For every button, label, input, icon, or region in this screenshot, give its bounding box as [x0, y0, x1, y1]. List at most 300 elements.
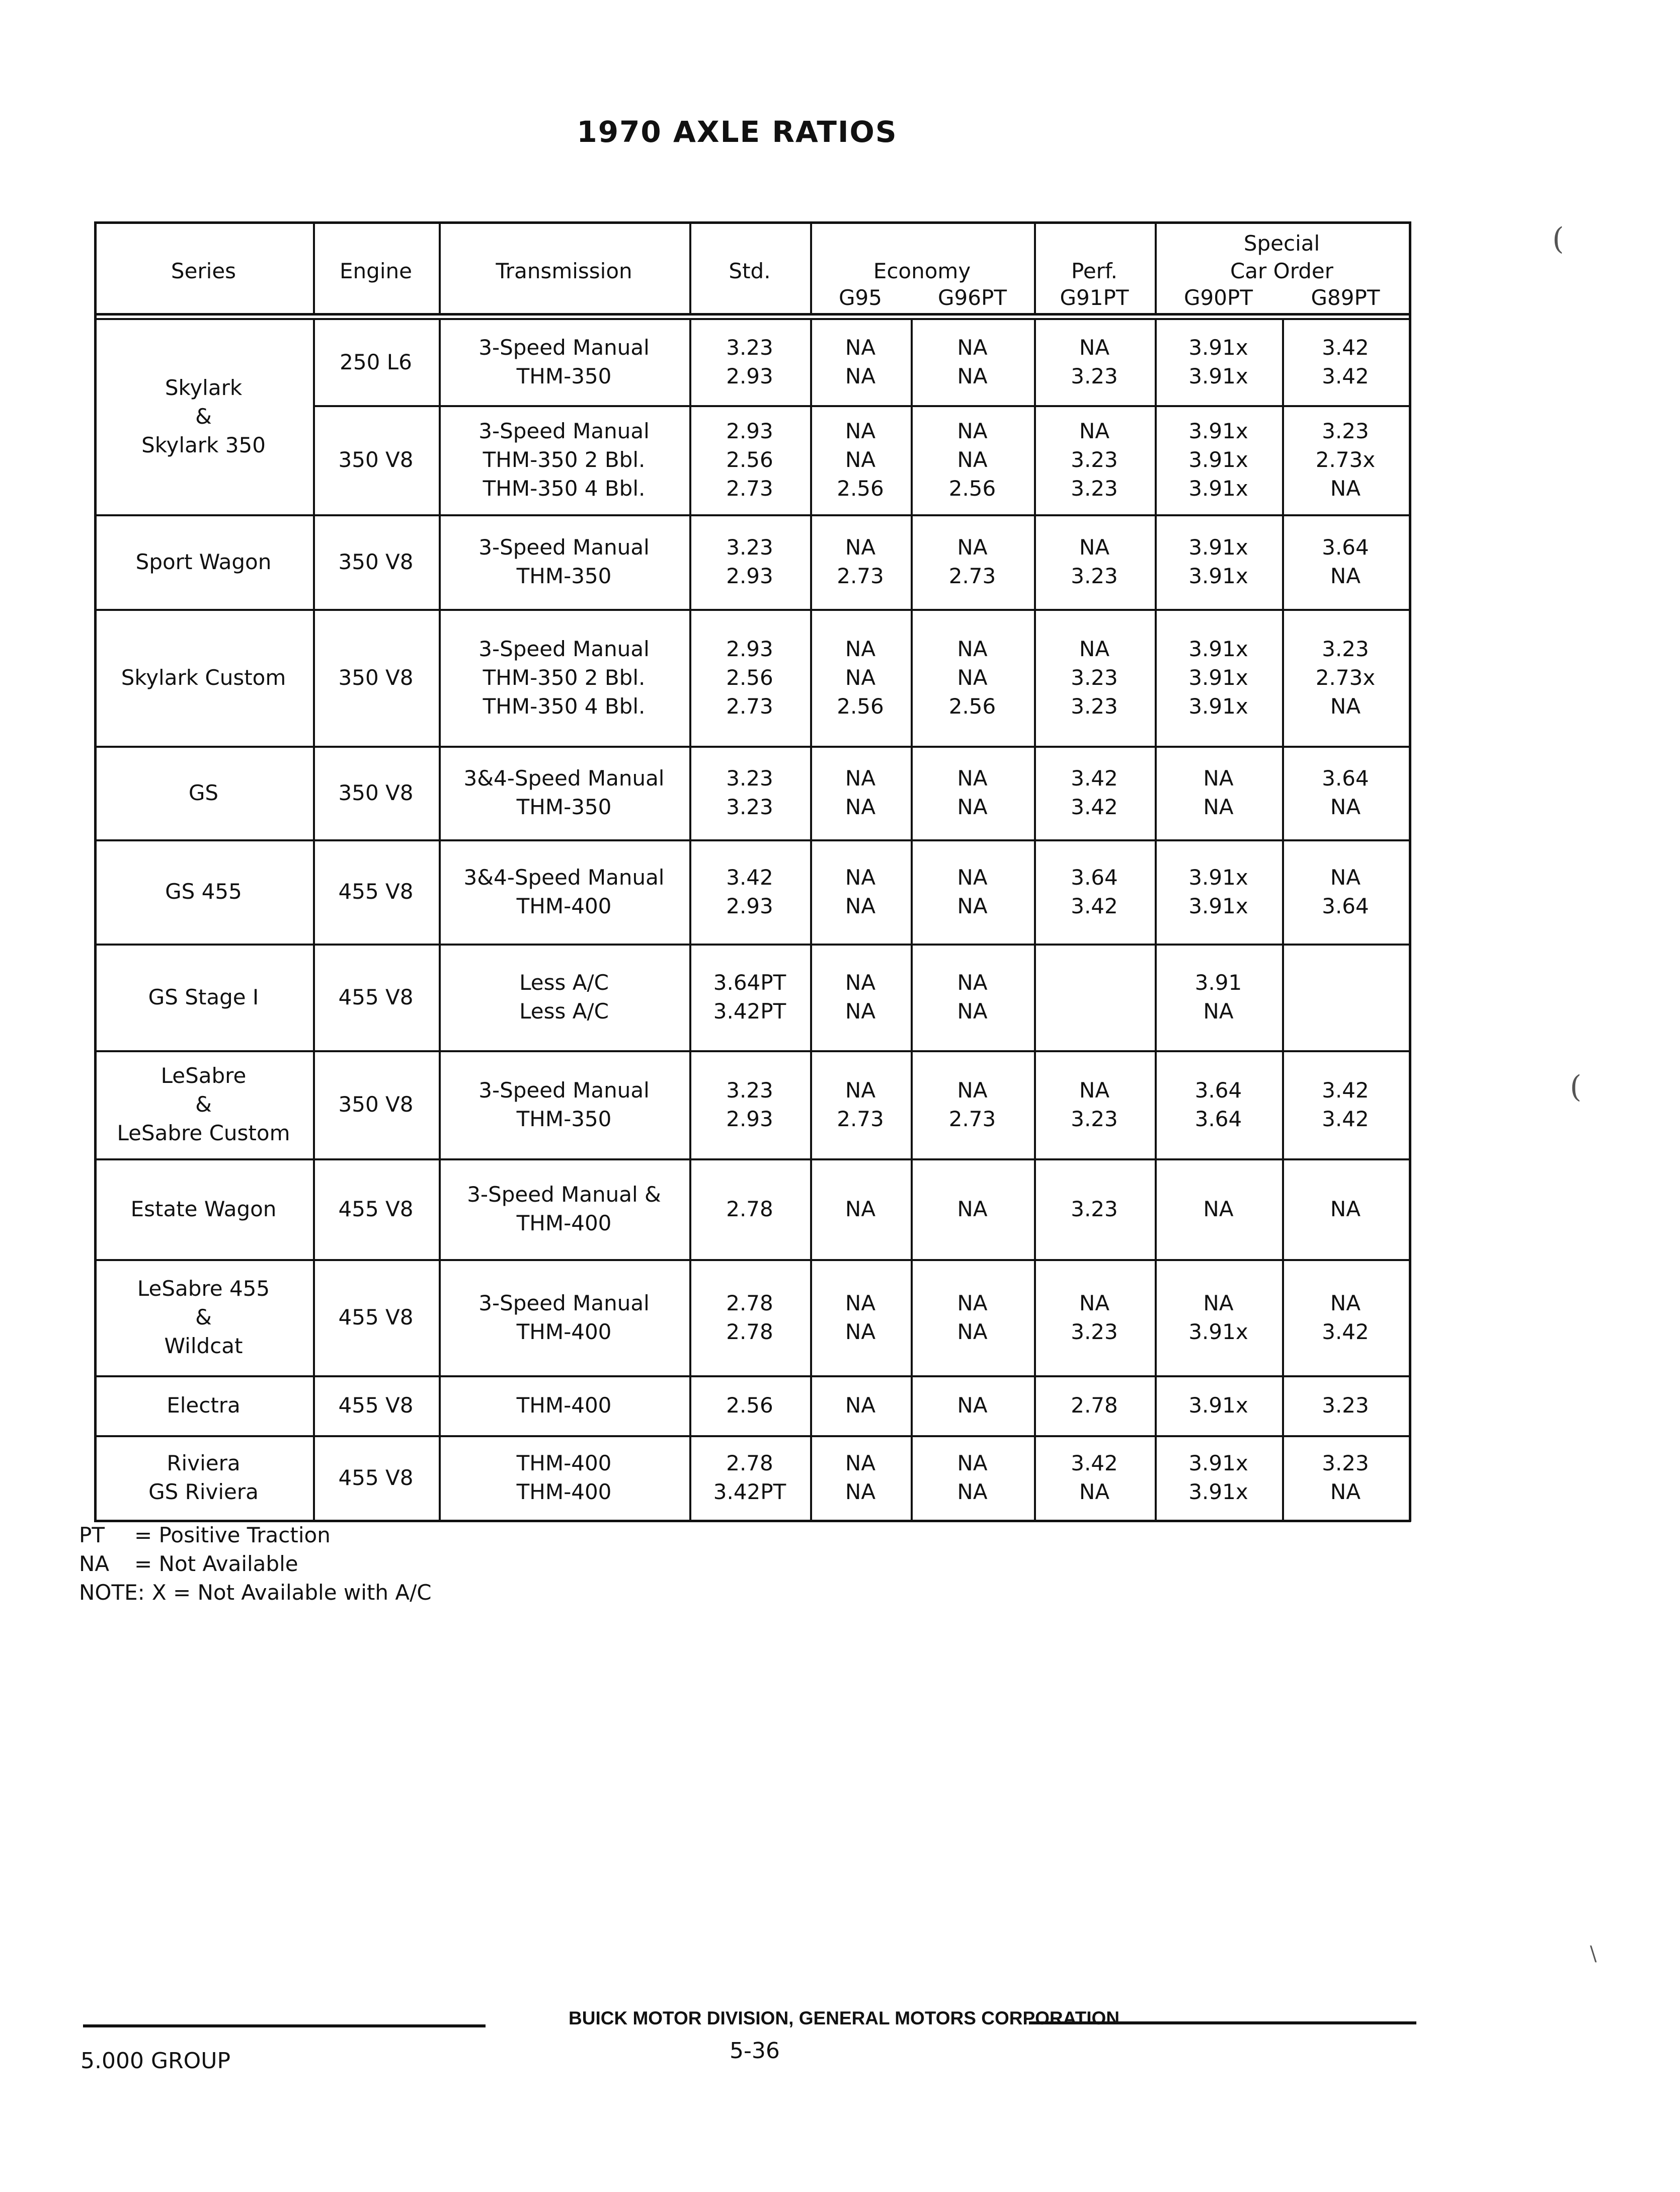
- g96pt-cell-line: NA: [957, 1290, 988, 1315]
- g91pt-cell: [1034, 944, 1155, 1050]
- transmission-cell-line: Less A/C: [519, 970, 609, 995]
- g95-cell: [810, 944, 911, 1050]
- g91pt-cell-line: 3.64: [1071, 865, 1118, 890]
- series-cell: [94, 1050, 313, 1158]
- std-cell-line: 3.42PT: [713, 999, 786, 1024]
- series-cell-line: &: [195, 1305, 212, 1329]
- series-cell: [94, 514, 313, 609]
- transmission-cell-line: 3-Speed Manual: [478, 636, 650, 661]
- g95-cell-line: NA: [845, 447, 876, 472]
- g90pt-cell: [1155, 1435, 1282, 1520]
- g90pt-cell-line: NA: [1203, 999, 1234, 1024]
- g96pt-cell-line: NA: [957, 419, 988, 443]
- g96pt-cell: [911, 319, 1034, 405]
- std-cell: [689, 1050, 810, 1158]
- g96pt-cell: [911, 1158, 1034, 1259]
- g91pt-cell-line: 3.23: [1071, 476, 1118, 501]
- g90pt-cell-line: 3.91x: [1188, 564, 1248, 588]
- table-border-top: [94, 221, 1409, 224]
- g91pt-cell-line: 3.23: [1071, 1319, 1118, 1344]
- g90pt-cell-line: NA: [1203, 1196, 1234, 1221]
- engine-cell-line: 350 V8: [338, 549, 414, 574]
- g91pt-cell: [1034, 1259, 1155, 1375]
- g89pt-cell: [1282, 1259, 1409, 1375]
- g90pt-cell-line: 3.91x: [1188, 447, 1248, 472]
- transmission-cell-line: 3&4-Speed Manual: [463, 865, 665, 890]
- series-cell: [94, 1259, 313, 1375]
- g95-cell: [810, 405, 911, 514]
- transmission-cell-line: 3-Speed Manual &: [467, 1182, 661, 1207]
- g96pt-cell-line: NA: [957, 665, 988, 690]
- g96pt-cell-line: NA: [957, 364, 988, 388]
- g96pt-cell-line: NA: [957, 1077, 988, 1103]
- g95-cell: [810, 839, 911, 944]
- g89pt-cell-line: NA: [1330, 693, 1361, 719]
- header-perf: Perf.: [1071, 259, 1118, 283]
- header-g91pt: G91PT: [1060, 285, 1129, 310]
- g91pt-cell: [1034, 405, 1155, 514]
- g90pt-cell-line: NA: [1203, 795, 1234, 819]
- transmission-cell: [439, 839, 689, 944]
- g89pt-cell: [1282, 1435, 1409, 1520]
- series-cell: [94, 319, 313, 514]
- std-cell: [689, 1375, 810, 1435]
- engine-cell: [313, 1375, 439, 1435]
- g89pt-cell-line: 3.23: [1322, 419, 1369, 443]
- g89pt-cell-line: NA: [1330, 1479, 1361, 1504]
- transmission-cell: [439, 944, 689, 1050]
- std-cell-line: 2.78: [726, 1451, 773, 1475]
- g96pt-cell: [911, 1050, 1034, 1158]
- g89pt-cell: [1282, 1375, 1409, 1435]
- g91pt-cell-line: 3.42: [1071, 1451, 1118, 1475]
- header-series: Series: [171, 259, 236, 283]
- g90pt-cell-line: 3.91x: [1188, 893, 1248, 918]
- g91pt-cell-line: 3.42: [1071, 795, 1118, 819]
- g95-cell-line: NA: [845, 665, 876, 690]
- margin-mark: (: [1552, 221, 1564, 257]
- engine-cell-line: 455 V8: [338, 1465, 414, 1490]
- g96pt-cell: [911, 405, 1034, 514]
- g89pt-cell-line: 3.64: [1322, 535, 1369, 560]
- margin-mark: \: [1590, 1942, 1597, 1966]
- g89pt-cell-line: NA: [1330, 564, 1361, 588]
- legend-item: [79, 1578, 432, 1607]
- engine-cell-line: 455 V8: [338, 1393, 414, 1418]
- g90pt-cell-line: 3.64: [1194, 1106, 1242, 1131]
- g90pt-cell-line: 3.91x: [1188, 1393, 1248, 1418]
- series-cell-line: Riviera: [167, 1451, 241, 1475]
- g95-cell-line: NA: [845, 1196, 876, 1221]
- engine-cell-line: 250 L6: [340, 349, 412, 374]
- transmission-cell-line: THM-350 4 Bbl.: [483, 476, 646, 501]
- g96pt-cell-line: NA: [957, 1393, 988, 1418]
- g89pt-cell: [1282, 319, 1409, 405]
- legend-item: [79, 1521, 432, 1549]
- g96pt-cell-line: NA: [957, 970, 988, 995]
- series-cell-line: Skylark 350: [141, 433, 266, 457]
- series-cell-line: Skylark Custom: [121, 665, 286, 690]
- transmission-cell-line: THM-400: [516, 1451, 612, 1475]
- g96pt-cell-line: NA: [957, 893, 988, 918]
- g90pt-cell-line: 3.91x: [1188, 665, 1248, 690]
- g95-cell: [810, 1050, 911, 1158]
- header-car-order: Car Order: [1230, 259, 1334, 283]
- std-cell-line: 3.23: [726, 795, 773, 819]
- g91pt-cell: [1034, 609, 1155, 746]
- g96pt-cell-line: NA: [957, 1319, 988, 1344]
- g91pt-cell-line: 3.23: [1071, 693, 1118, 719]
- g91pt-cell-line: NA: [1079, 535, 1110, 560]
- g89pt-cell-line: 3.23: [1322, 1451, 1369, 1475]
- g96pt-cell-line: NA: [957, 1451, 988, 1475]
- std-cell: [689, 746, 810, 839]
- g91pt-cell-line: 3.23: [1071, 1106, 1118, 1131]
- g89pt-cell-line: 3.64: [1322, 893, 1369, 918]
- legend-text: = Positive Traction: [134, 1523, 331, 1547]
- g90pt-cell: [1155, 405, 1282, 514]
- g89pt-cell: [1282, 405, 1409, 514]
- g96pt-cell: [911, 1259, 1034, 1375]
- std-cell: [689, 319, 810, 405]
- g89pt-cell: [1282, 1158, 1409, 1259]
- series-cell-line: Wildcat: [164, 1334, 243, 1358]
- g91pt-cell-line: NA: [1079, 1077, 1110, 1103]
- g95-cell-line: NA: [845, 893, 876, 918]
- g95-cell-line: NA: [845, 364, 876, 388]
- g96pt-cell: [911, 839, 1034, 944]
- g91pt-cell-line: 3.23: [1071, 364, 1118, 388]
- g96pt-cell-line: NA: [957, 766, 988, 791]
- g91pt-cell-line: NA: [1079, 1290, 1110, 1315]
- g91pt-cell-line: 3.42: [1071, 893, 1118, 918]
- engine-cell: [313, 609, 439, 746]
- engine-cell-line: 455 V8: [338, 1196, 414, 1221]
- series-cell: [94, 1375, 313, 1435]
- g95-cell-line: 2.73: [837, 1106, 884, 1131]
- std-cell-line: 2.73: [726, 693, 773, 719]
- std-cell-line: 2.93: [726, 564, 773, 588]
- g90pt-cell: [1155, 1375, 1282, 1435]
- transmission-cell-line: THM-400: [516, 893, 612, 918]
- transmission-cell: [439, 1158, 689, 1259]
- g96pt-cell-line: 2.73: [948, 1106, 996, 1131]
- std-cell-line: 2.93: [726, 419, 773, 443]
- g91pt-cell: [1034, 839, 1155, 944]
- legend-key: NA: [79, 1551, 110, 1576]
- g95-cell-line: NA: [845, 535, 876, 560]
- std-cell: [689, 514, 810, 609]
- g95-cell: [810, 1259, 911, 1375]
- std-cell-line: 2.56: [726, 665, 773, 690]
- legend: [79, 1521, 432, 1607]
- std-cell-line: 2.93: [726, 364, 773, 388]
- g96pt-cell-line: 2.56: [948, 476, 996, 501]
- footer-page-number: 5-36: [730, 2038, 780, 2064]
- g91pt-cell: [1034, 1375, 1155, 1435]
- g96pt-cell-line: 2.73: [948, 564, 996, 588]
- g96pt-cell: [911, 746, 1034, 839]
- std-cell-line: 2.73: [726, 476, 773, 501]
- g90pt-cell: [1155, 839, 1282, 944]
- g95-cell-line: NA: [845, 1451, 876, 1475]
- engine-cell-line: 455 V8: [338, 879, 414, 904]
- transmission-cell-line: 3-Speed Manual: [478, 419, 650, 443]
- g89pt-cell: [1282, 839, 1409, 944]
- std-cell: [689, 609, 810, 746]
- series-cell-line: LeSabre Custom: [117, 1121, 290, 1145]
- g90pt-cell: [1155, 944, 1282, 1050]
- g90pt-cell-line: 3.64: [1194, 1077, 1242, 1103]
- g95-cell-line: 2.56: [837, 693, 884, 719]
- g90pt-cell-line: 3.91x: [1188, 335, 1248, 360]
- g91pt-cell: [1034, 1435, 1155, 1520]
- engine-cell: [313, 1158, 439, 1259]
- transmission-cell-line: THM-350: [516, 564, 612, 588]
- engine-cell: [313, 405, 439, 514]
- transmission-cell-line: 3-Speed Manual: [478, 1077, 650, 1103]
- g91pt-cell-line: 3.23: [1071, 665, 1118, 690]
- g91pt-cell: [1034, 319, 1155, 405]
- header-g95: G95: [839, 285, 882, 310]
- transmission-cell-line: 3-Speed Manual: [478, 335, 650, 360]
- g90pt-cell-line: 3.91: [1194, 970, 1242, 995]
- engine-cell: [313, 1435, 439, 1520]
- g90pt-cell-line: 3.91x: [1188, 535, 1248, 560]
- std-cell: [689, 944, 810, 1050]
- transmission-cell: [439, 514, 689, 609]
- std-cell: [689, 1158, 810, 1259]
- transmission-cell: [439, 609, 689, 746]
- engine-cell: [313, 746, 439, 839]
- legend-text: = Not Available: [134, 1551, 298, 1576]
- transmission-cell-line: THM-400: [516, 1393, 612, 1418]
- g96pt-cell-line: NA: [957, 795, 988, 819]
- g89pt-cell-line: NA: [1330, 1196, 1361, 1221]
- std-cell: [689, 1259, 810, 1375]
- g89pt-cell-line: 3.23: [1322, 636, 1369, 661]
- g96pt-cell-line: NA: [957, 636, 988, 661]
- g95-cell: [810, 319, 911, 405]
- g89pt-cell: [1282, 514, 1409, 609]
- g95-cell-line: NA: [845, 1393, 876, 1418]
- g89pt-cell-line: 3.42: [1322, 364, 1369, 388]
- transmission-cell-line: THM-350 2 Bbl.: [483, 447, 646, 472]
- std-cell-line: 3.23: [726, 335, 773, 360]
- transmission-cell-line: THM-400: [516, 1479, 612, 1504]
- header-rule: [94, 313, 1409, 316]
- series-cell-line: GS: [188, 780, 219, 805]
- g89pt-cell: [1282, 944, 1409, 1050]
- series-cell-line: Electra: [167, 1393, 241, 1418]
- g90pt-cell-line: 3.91x: [1188, 364, 1248, 388]
- g91pt-cell-line: NA: [1079, 419, 1110, 443]
- series-cell-line: GS Stage I: [148, 984, 259, 1009]
- g95-cell-line: NA: [845, 636, 876, 661]
- engine-cell: [313, 1259, 439, 1375]
- transmission-cell-line: THM-350 2 Bbl.: [483, 665, 646, 690]
- series-cell-line: Sport Wagon: [135, 549, 272, 574]
- g96pt-cell-line: NA: [957, 535, 988, 560]
- g96pt-cell-line: NA: [957, 335, 988, 360]
- transmission-cell-line: THM-350: [516, 795, 612, 819]
- transmission-cell: [439, 319, 689, 405]
- series-cell-line: GS Riviera: [148, 1479, 259, 1504]
- g95-cell-line: NA: [845, 999, 876, 1024]
- legend-item: [79, 1549, 432, 1578]
- g91pt-cell-line: 2.78: [1071, 1393, 1118, 1418]
- g96pt-cell: [911, 1435, 1034, 1520]
- g89pt-cell-line: 2.73x: [1315, 665, 1376, 690]
- series-cell-line: Estate Wagon: [130, 1196, 277, 1221]
- g90pt-cell-line: 3.91x: [1188, 1451, 1248, 1475]
- header-economy: Economy: [873, 259, 971, 283]
- std-cell-line: 2.78: [726, 1290, 773, 1315]
- transmission-cell-line: 3-Speed Manual: [478, 1290, 650, 1315]
- g90pt-cell-line: 3.91x: [1188, 476, 1248, 501]
- g89pt-cell-line: 3.23: [1322, 1393, 1369, 1418]
- series-cell: [94, 944, 313, 1050]
- g96pt-cell-line: NA: [957, 1479, 988, 1504]
- std-cell-line: 2.56: [726, 1393, 773, 1418]
- transmission-cell-line: THM-350: [516, 1106, 612, 1131]
- series-cell-line: &: [195, 404, 212, 429]
- g89pt-cell-line: 3.42: [1322, 1077, 1369, 1103]
- header-std: Std.: [729, 259, 771, 283]
- margin-mark: (: [1570, 1069, 1582, 1105]
- g91pt-cell-line: NA: [1079, 1479, 1110, 1504]
- g96pt-cell: [911, 609, 1034, 746]
- series-cell-line: &: [195, 1092, 212, 1117]
- g91pt-cell-line: 3.23: [1071, 564, 1118, 588]
- g95-cell: [810, 609, 911, 746]
- std-cell-line: 2.56: [726, 447, 773, 472]
- engine-cell: [313, 514, 439, 609]
- series-cell: [94, 746, 313, 839]
- g89pt-cell-line: NA: [1330, 476, 1361, 501]
- std-cell: [689, 405, 810, 514]
- g89pt-cell-line: 3.64: [1322, 766, 1369, 791]
- std-cell: [689, 839, 810, 944]
- g89pt-cell: [1282, 609, 1409, 746]
- legend-text: X = Not Available with A/C: [151, 1580, 432, 1605]
- g89pt-cell-line: 3.42: [1322, 1319, 1369, 1344]
- g95-cell-line: NA: [845, 1290, 876, 1315]
- g89pt-cell-line: NA: [1330, 1290, 1361, 1315]
- g96pt-cell: [911, 944, 1034, 1050]
- engine-cell-line: 455 V8: [338, 984, 414, 1009]
- std-cell-line: 2.93: [726, 893, 773, 918]
- transmission-cell-line: 3&4-Speed Manual: [463, 766, 665, 791]
- g96pt-cell-line: 2.56: [948, 693, 996, 719]
- g90pt-cell-line: 3.91x: [1188, 636, 1248, 661]
- g95-cell: [810, 1158, 911, 1259]
- g95-cell-line: NA: [845, 1077, 876, 1103]
- header-g89pt: G89PT: [1311, 285, 1380, 310]
- std-cell-line: 3.42: [726, 865, 773, 890]
- std-cell-line: 2.78: [726, 1319, 773, 1344]
- series-cell-line: LeSabre 455: [137, 1276, 270, 1301]
- g89pt-cell-line: 3.42: [1322, 335, 1369, 360]
- transmission-cell: [439, 1375, 689, 1435]
- engine-cell: [313, 1050, 439, 1158]
- g89pt-cell-line: 2.73x: [1315, 447, 1376, 472]
- g95-cell: [810, 1435, 911, 1520]
- g96pt-cell-line: NA: [957, 447, 988, 472]
- engine-cell: [313, 839, 439, 944]
- series-cell-line: GS 455: [165, 879, 242, 904]
- transmission-cell-line: 3-Speed Manual: [478, 535, 650, 560]
- transmission-cell: [439, 746, 689, 839]
- g95-cell-line: NA: [845, 419, 876, 443]
- g90pt-cell: [1155, 746, 1282, 839]
- g90pt-cell: [1155, 1158, 1282, 1259]
- g95-cell-line: 2.56: [837, 476, 884, 501]
- transmission-cell-line: THM-350 4 Bbl.: [483, 693, 646, 719]
- g90pt-cell-line: NA: [1203, 766, 1234, 791]
- g89pt-cell: [1282, 1050, 1409, 1158]
- page-title: 1970 AXLE RATIOS: [577, 115, 898, 149]
- series-cell: [94, 1435, 313, 1520]
- g96pt-cell-line: NA: [957, 865, 988, 890]
- g91pt-cell-line: NA: [1079, 335, 1110, 360]
- g95-cell: [810, 514, 911, 609]
- engine-cell-line: 350 V8: [338, 1092, 414, 1117]
- transmission-cell: [439, 1435, 689, 1520]
- g95-cell-line: NA: [845, 795, 876, 819]
- std-cell-line: 2.93: [726, 636, 773, 661]
- footer-rule-left: [83, 2024, 486, 2027]
- g90pt-cell-line: 3.91x: [1188, 419, 1248, 443]
- series-cell: [94, 839, 313, 944]
- engine-cell: [313, 944, 439, 1050]
- g89pt-cell: [1282, 746, 1409, 839]
- series-cell: [94, 609, 313, 746]
- std-cell-line: 3.42PT: [713, 1479, 786, 1504]
- g96pt-cell: [911, 514, 1034, 609]
- std-cell-line: 2.93: [726, 1106, 773, 1131]
- legend-key: PT: [79, 1523, 105, 1547]
- series-cell-line: LeSabre: [161, 1063, 247, 1088]
- transmission-cell-line: THM-350: [516, 364, 612, 388]
- g95-cell-line: NA: [845, 1479, 876, 1504]
- std-cell: [689, 1435, 810, 1520]
- std-cell-line: 3.23: [726, 1077, 773, 1103]
- transmission-cell: [439, 405, 689, 514]
- g95-cell: [810, 1375, 911, 1435]
- engine-cell: [313, 319, 439, 405]
- g95-cell-line: 2.73: [837, 564, 884, 588]
- g96pt-cell-line: NA: [957, 999, 988, 1024]
- footer-division: BUICK MOTOR DIVISION, GENERAL MOTORS CORPORATION: [569, 2008, 1119, 2028]
- footer-group: 5.000 GROUP: [81, 2048, 230, 2074]
- header-transmission: Transmission: [496, 259, 632, 283]
- g95-cell-line: NA: [845, 335, 876, 360]
- g91pt-cell: [1034, 514, 1155, 609]
- g95-cell-line: NA: [845, 766, 876, 791]
- g89pt-cell-line: 3.42: [1322, 1106, 1369, 1131]
- g90pt-cell: [1155, 514, 1282, 609]
- g91pt-cell-line: 3.42: [1071, 766, 1118, 791]
- g96pt-cell: [911, 1375, 1034, 1435]
- std-cell-line: 2.78: [726, 1196, 773, 1221]
- transmission-cell-line: THM-400: [516, 1319, 612, 1344]
- g91pt-cell-line: 3.23: [1071, 447, 1118, 472]
- engine-cell-line: 350 V8: [338, 780, 414, 805]
- header-engine: Engine: [340, 259, 412, 283]
- series-cell-line: Skylark: [165, 375, 243, 400]
- g91pt-cell: [1034, 1050, 1155, 1158]
